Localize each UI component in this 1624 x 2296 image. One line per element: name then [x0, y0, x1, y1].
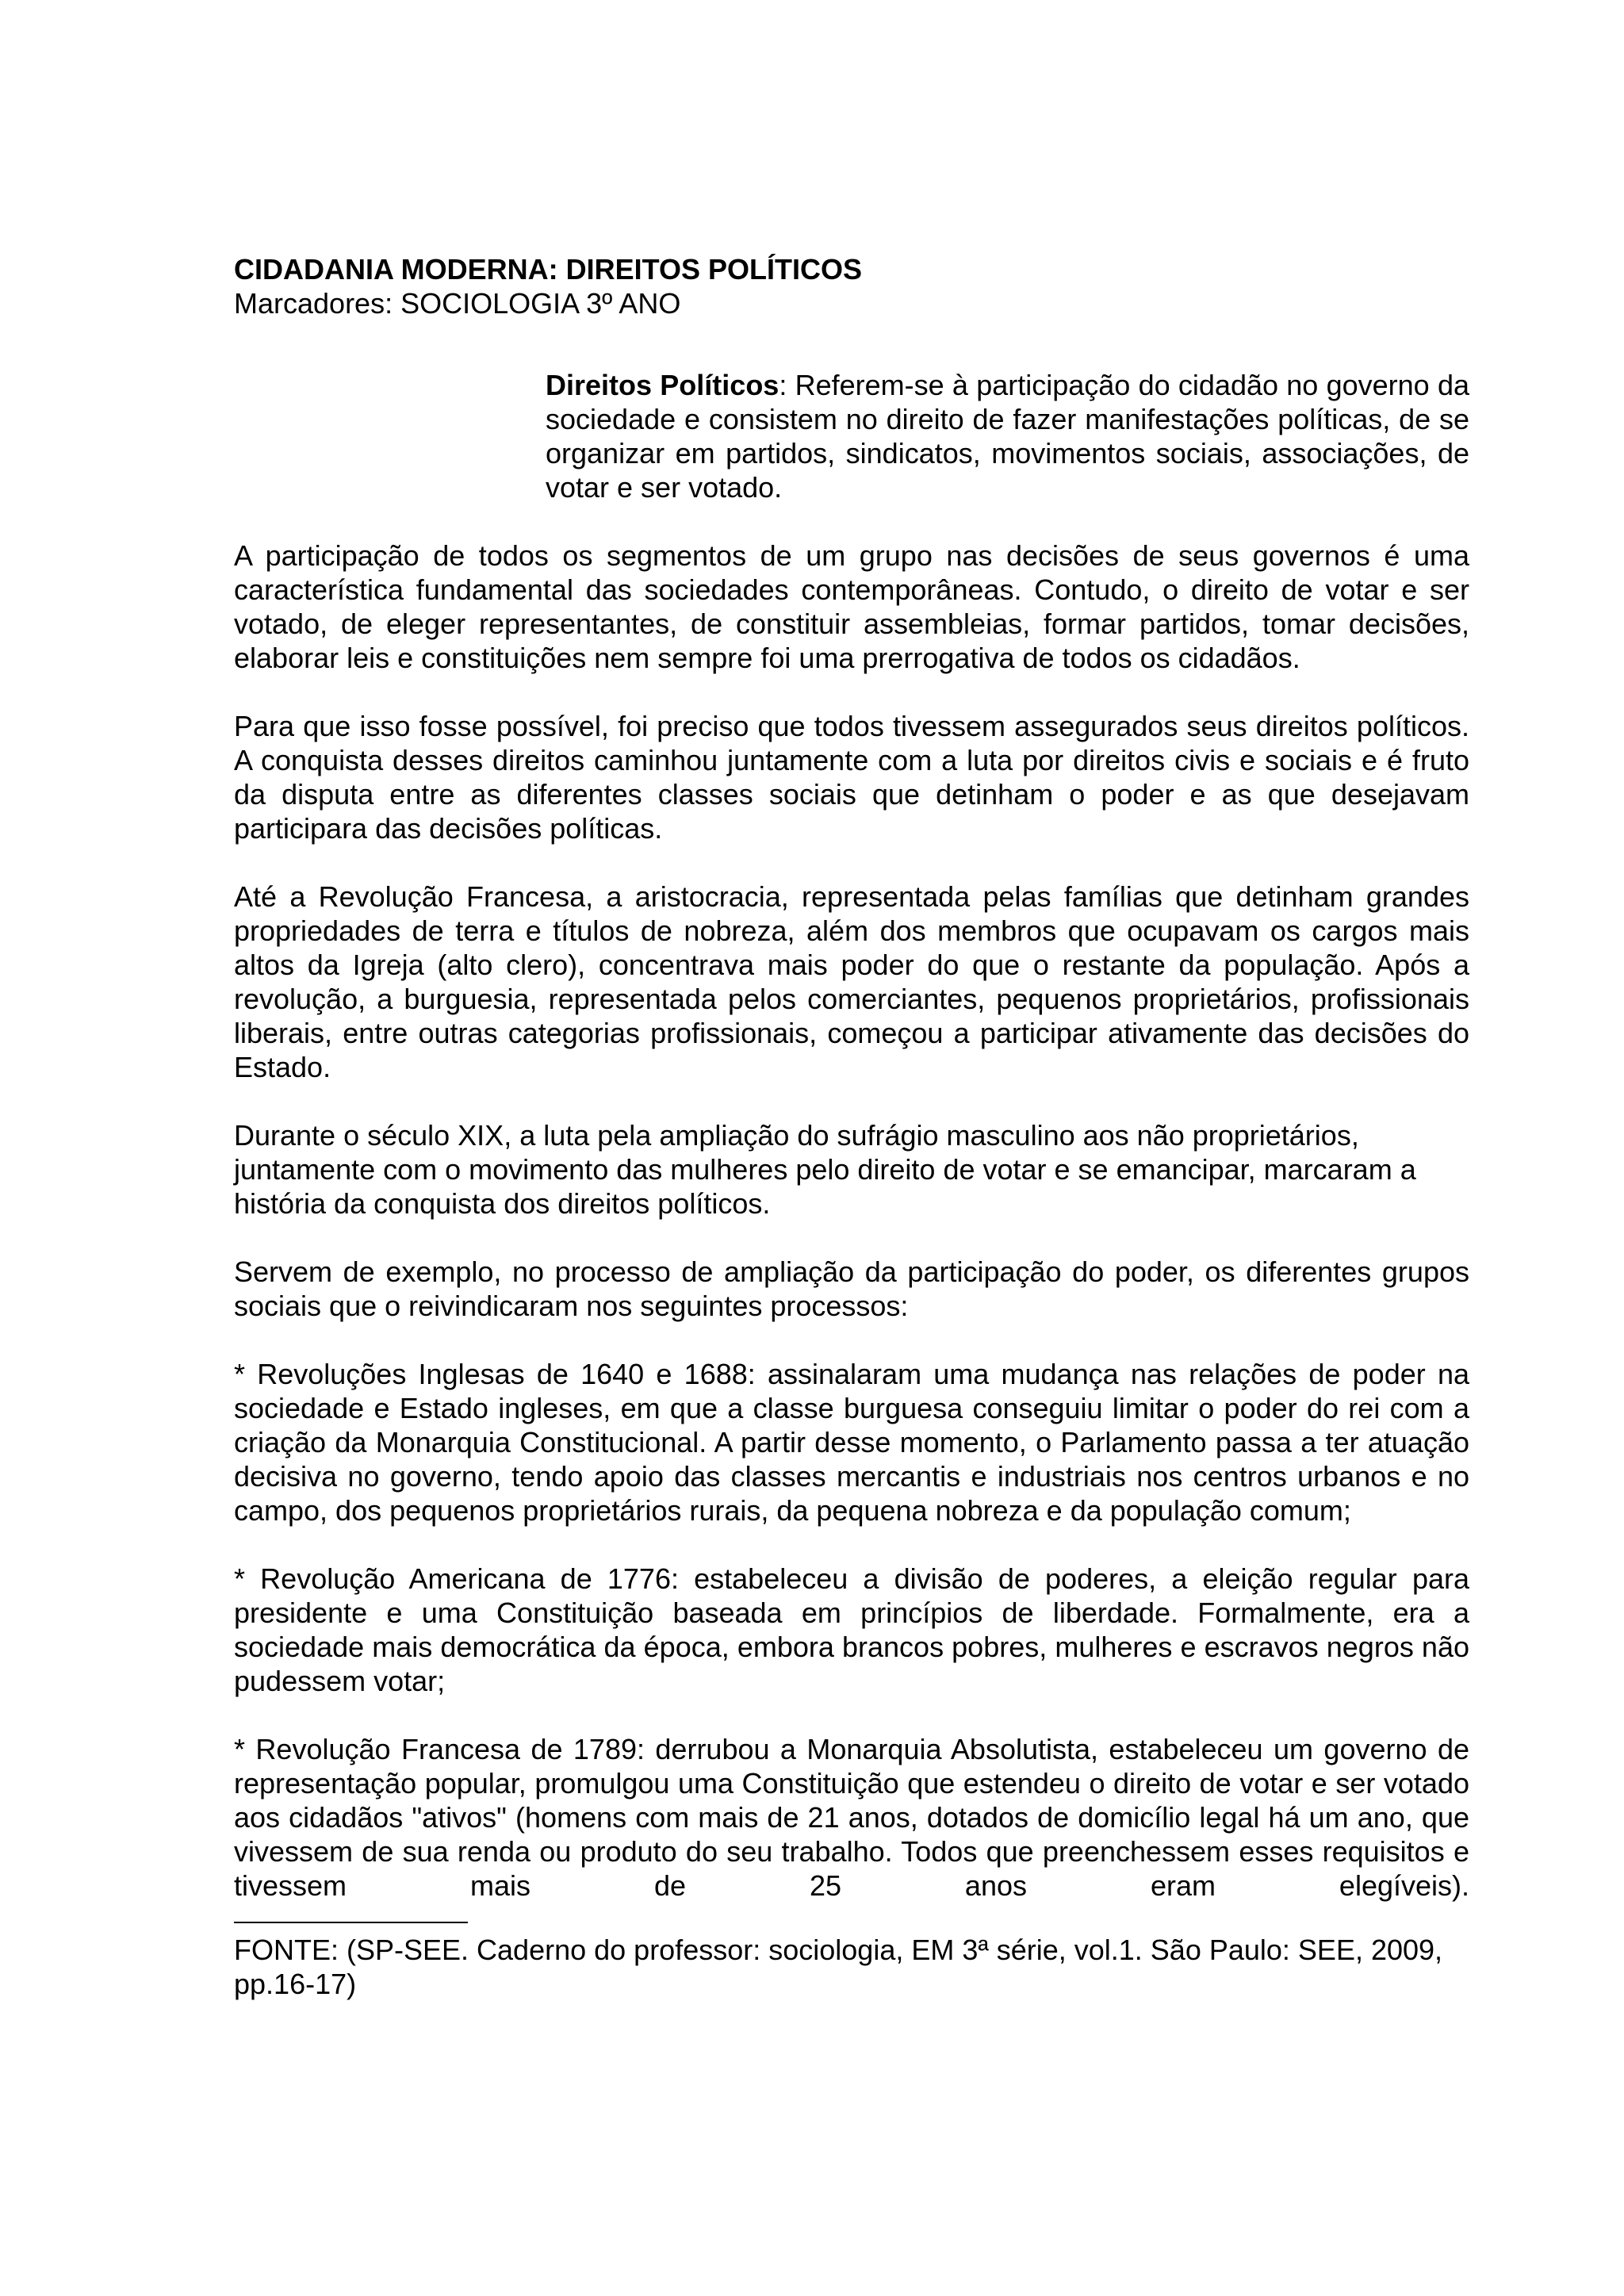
- list-item-english-revolutions: * Revoluções Inglesas de 1640 e 1688: assinalaram uma mudança nas relações de poder na sociedade e Estado ingleses, em que a classe burguesa conseguiu limitar o poder do rei com a criação da Monarquia Constitucional. A partir desse momento, o Parlamento passa a ter atuação decisiva no governo, tendo apoio das classes mercantis e industriais nos centros urbanos e no campo, dos pequenos proprietários rurais, da pequena nobreza e da população comum;: [234, 1358, 1469, 1527]
- paragraph-examples-intro: Servem de exemplo, no processo de ampliação da participação do poder, os diferentes grupos sociais que o reivindicaram nos seguintes processos:: [234, 1255, 1469, 1322]
- source-citation: FONTE: (SP-SEE. Caderno do professor: sociologia, EM 3ª série, vol.1. São Paulo: SEE, 2009, pp.16-17): [234, 1934, 1443, 2000]
- paragraph-political-rights: Para que isso fosse possível, foi preciso que todos tivessem assegurados seus direitos políticos. A conquista desses direitos caminhou juntamente com a luta por direitos civis e sociais e é fruto da disputa entre as diferentes classes sociais que detinham o poder e as que desejavam participara das decisões políticas.: [234, 710, 1469, 845]
- paragraph-participation: A participação de todos os segmentos de um grupo nas decisões de seus governos é uma característica fundamental das sociedades contemporâneas. Contudo, o direito de votar e ser votado, de eleger representantes, de constituir assembleias, formar partidos, tomar decisões, elaborar leis e constituições nem sempre foi uma prerrogativa de todos os cidadãos.: [234, 539, 1469, 674]
- definition-text: : Referem-se à participação do cidadão no governo da sociedade e consistem no direito de fazer manifestações políticas, de se organizar em partidos, sindicatos, movimentos sociais, associações, de votar e ser votado.: [546, 369, 1469, 504]
- list-item-american-revolution: * Revolução Americana de 1776: estabeleceu a divisão de poderes, a eleição regular para presidente e uma Constituição baseada em princípios de liberdade. Formalmente, era a sociedade mais democrática da época, embora brancos pobres, mulheres e escravos negros não pudessem votar;: [234, 1562, 1469, 1697]
- paragraph-nineteenth-century: Durante o século XIX, a luta pela ampliação do sufrágio masculino aos não proprietários, juntamente com o movimento das mulheres pelo direito de votar e se emancipar, marcaram a história da conquista dos direitos políticos.: [234, 1119, 1416, 1220]
- document-page: [234, 252, 1469, 2001]
- paragraph-french-revolution-context: Até a Revolução Francesa, a aristocracia, representada pelas famílias que detinham grandes propriedades de terra e títulos de nobreza, além dos membros que ocupavam os cargos mais altos da Igreja (alto clero), concentrava mais poder do que o restante da população. Após a revolução, a burguesia, representada pelos comerciantes, pequenos proprietários, profissionais liberais, entre outras categorias profissionais, começou a participar ativamente das decisões do Estado.: [234, 880, 1469, 1083]
- page-title: CIDADANIA MODERNA: DIREITOS POLÍTICOS: [234, 253, 863, 286]
- definition-term: Direitos Políticos: [546, 369, 779, 401]
- tags-line: Marcadores: SOCIOLOGIA 3º ANO: [234, 287, 681, 320]
- list-item-french-revolution: * Revolução Francesa de 1789: derrubou a Monarquia Absolutista, estabeleceu um governo de representação popular, promulgou uma Constituição que estendeu o direito de votar e ser votado aos cidadãos "ativos" (homens com mais de 21 anos, dotados de domicílio legal há um ano, que vivessem de sua renda ou produto do seu trabalho. Todos que preenchessem esses requisitos e tivessem mais de 25 anos eram elegíveis).: [234, 1733, 1469, 1902]
- definition-block: [546, 368, 1469, 504]
